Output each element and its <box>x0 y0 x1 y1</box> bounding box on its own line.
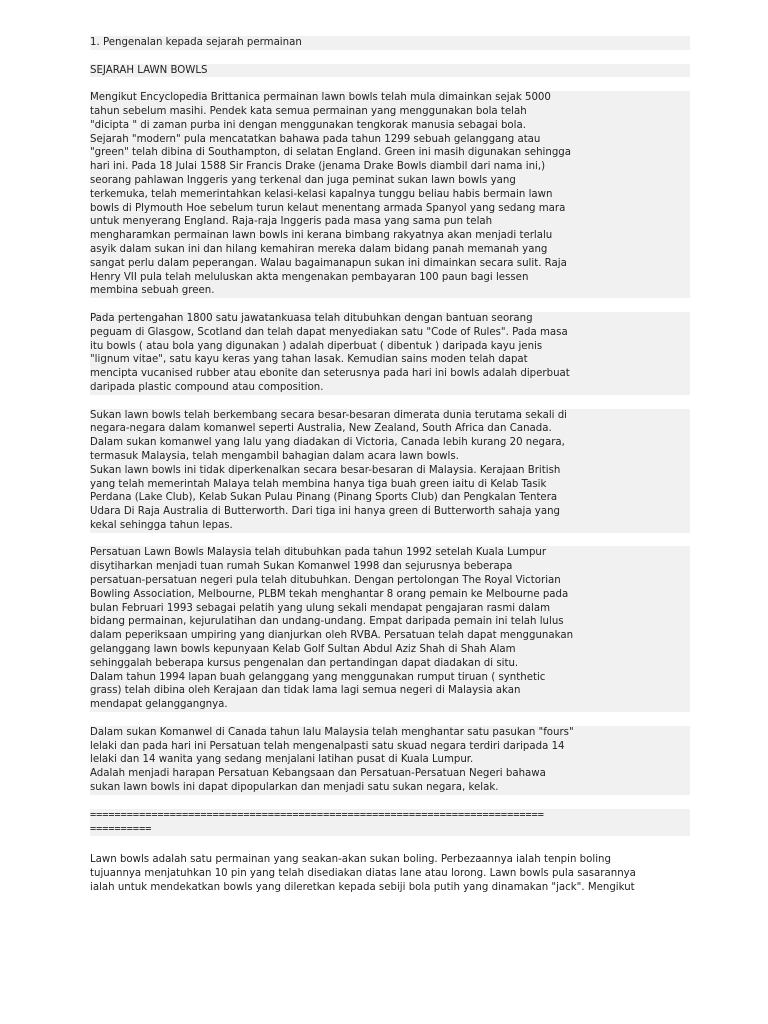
paragraph-line: termasuk Malaysia, telah mengambil bahagian dalam acara lawn bowls. <box>90 450 690 464</box>
paragraph-line: seorang pahlawan Inggeris yang terkenal dan juga peminat sukan lawn bowls yang <box>90 174 690 188</box>
paragraph-line: Sejarah "modern" pula mencatatkan bahawa pada tahun 1299 sebuah gelanggang atau <box>90 133 690 147</box>
paragraph-code-of-rules <box>90 312 690 395</box>
paragraph-line: mendapat gelanggangnya. <box>90 698 690 712</box>
paragraph-line: sukan lawn bowls ini dapat dipopularkan dan menjadi satu sukan negara, kelak. <box>90 781 690 795</box>
document-heading: 1. Pengenalan kepada sejarah permainan <box>90 36 690 50</box>
paragraph-line: dalam peperiksaan umpiring yang dianjurkan oleh RVBA. Persatuan telah dapat menggunakan <box>90 629 690 643</box>
paragraph-line: daripada plastic compound atau composition. <box>90 381 690 395</box>
paragraph-line: Perdana (Lake Club), Kelab Sukan Pulau Pinang (Pinang Sports Club) dan Pengkalan Tentera <box>90 491 690 505</box>
paragraph-line: membina sebuah green. <box>90 284 690 298</box>
paragraph-line: tujuannya menjatuhkan 10 pin yang telah disediakan diatas lane atau lorong. Lawn bowls pula sasarannya <box>90 868 636 880</box>
paragraph-line: Adalah menjadi harapan Persatuan Kebangsaan dan Persatuan-Persatuan Negeri bahawa <box>90 767 690 781</box>
paragraph-line: yang telah memerintah Malaya telah membina hanya tiga buah green iaitu di Kelab Tasik <box>90 478 690 492</box>
paragraph-commonwealth-growth <box>90 409 690 533</box>
paragraph-line: mengharamkan permainan lawn bowls ini kerana bimbang rakyatnya akan menjadi terlalu <box>90 229 690 243</box>
paragraph-line: "dicipta " di zaman purba ini dengan menggunakan tengkorak manusia sebagai bola. <box>90 119 690 133</box>
paragraph-line: Lawn bowls adalah satu permainan yang seakan-akan sukan boling. Perbezaannya ialah tenpin boling <box>90 854 611 866</box>
paragraph-line: lelaki dan 14 wanita yang sedang menjalani latihan pusat di Kuala Lumpur. <box>90 753 690 767</box>
paragraph-line: Dalam sukan Komanwel di Canada tahun lalu Malaysia telah menghantar satu pasukan "fours" <box>90 726 690 740</box>
paragraph-line: asyik dalam sukan ini dan hilang kemahiran mereka dalam bidang panah memanah yang <box>90 243 690 257</box>
paragraph-line: bulan Februari 1993 sebagai pelatih yang ulung sekali mendapat pengajaran rasmi dalam <box>90 602 690 616</box>
paragraph-line: tahun sebelum masihi. Pendek kata semua permainan yang menggunakan bola telah <box>90 105 690 119</box>
paragraph-line: Bowling Association, Melbourne, PLBM tekah menghantar 8 orang pemain ke Melbourne pada <box>90 588 690 602</box>
paragraph-line: sehinggalah beberapa kursus pengenalan dan pertandingan dapat diadakan di situ. <box>90 657 690 671</box>
paragraph-line: persatuan-persatuan negeri pula telah ditubuhkan. Dengan pertolongan The Royal Victorian <box>90 574 690 588</box>
paragraph-line: Udara Di Raja Australia di Butterworth. Dari tiga ini hanya green di Butterworth sahaja yang <box>90 505 690 519</box>
separator-row: ========== <box>90 823 690 837</box>
paragraph-line: peguam di Glasgow, Scotland dan telah dapat menyediakan satu "Code of Rules". Pada masa <box>90 326 690 340</box>
document-page <box>90 36 690 895</box>
paragraph-line: Pada pertengahan 1800 satu jawatankuasa telah ditubuhkan dengan bantuan seorang <box>90 312 690 326</box>
paragraph-malaysia-association <box>90 546 690 712</box>
paragraph-line: sangat perlu dalam peperangan. Walau bagaimanapun sukan ini dimainkan secara sulit. Raja <box>90 257 690 271</box>
paragraph-line: Persatuan Lawn Bowls Malaysia telah ditubuhkan pada tahun 1992 setelah Kuala Lumpur <box>90 546 690 560</box>
paragraph-line: bowls di Plymouth Hoe sebelum turun kelaut menentang armada Spanyol yang sedang mara <box>90 202 690 216</box>
paragraph-line: "green" telah dibina di Southampton, di selatan England. Green ini masih digunakan sehingga <box>90 146 690 160</box>
paragraph-line: Sukan lawn bowls ini tidak diperkenalkan secara besar-besaran di Malaysia. Kerajaan British <box>90 464 690 478</box>
paragraph-line: kekal sehingga tahun lepas. <box>90 519 690 533</box>
paragraph-line: bidang permainan, kejurulatihan dan undang-undang. Empat daripada pemain ini telah lulus <box>90 615 690 629</box>
paragraph-line: Dalam tahun 1994 lapan buah gelanggang yang menggunakan rumput tiruan ( synthetic <box>90 671 690 685</box>
paragraph-line: grass) telah dibina oleh Kerajaan dan tidak lama lagi semua negeri di Malaysia akan <box>90 684 690 698</box>
separator-line <box>90 809 690 837</box>
paragraph-line: itu bowls ( atau bola yang digunakan ) adalah diperbuat ( dibentuk ) daripada kayu jenis <box>90 340 690 354</box>
paragraph-line: gelanggang lawn bowls kepunyaan Kelab Golf Sultan Abdul Aziz Shah di Shah Alam <box>90 643 690 657</box>
paragraph-line: ialah untuk mendekatkan bowls yang dileretkan kepada sebiji bola putih yang dinamakan "jack". Mengikut <box>90 882 635 894</box>
paragraph-line: Sukan lawn bowls telah berkembang secara besar-besaran dimerata dunia terutama sekali di <box>90 409 690 423</box>
paragraph-line: Mengikut Encyclopedia Brittanica permainan lawn bowls telah mula dimainkan sejak 5000 <box>90 91 690 105</box>
paragraph-line: Henry VII pula telah meluluskan akta mengenakan pembayaran 100 paun bagi lessen <box>90 271 690 285</box>
paragraph-line: untuk menyerang England. Raja-raja Inggeris pada masa yang sama pun telah <box>90 215 690 229</box>
paragraph-line: disytiharkan menjadi tuan rumah Sukan Komanwel 1998 dan sejurusnya beberapa <box>90 560 690 574</box>
paragraph-line: "lignum vitae", satu kayu keras yang tahan lasak. Kemudian sains moden telah dapat <box>90 353 690 367</box>
paragraph-line: hari ini. Pada 18 Julai 1588 Sir Francis Drake (jenama Drake Bowls diambil dari nama ini,) <box>90 160 690 174</box>
separator-row: ========================================================================== <box>90 809 690 823</box>
paragraph-line: Dalam sukan komanwel yang lalu yang diadakan di Victoria, Canada lebih kurang 20 negara, <box>90 436 690 450</box>
paragraph-history-origins <box>90 91 690 298</box>
paragraph-line: mencipta vucanised rubber atau ebonite dan seterusnya pada hari ini bowls adalah diperbuat <box>90 367 690 381</box>
paragraph-line: lelaki dan pada hari ini Persatuan telah mengenalpasti satu skuad negara terdiri daripada 14 <box>90 740 690 754</box>
paragraph-line: terkemuka, telah memerintahkan kelasi-kelasi kapalnya tunggu beliau habis bermain lawn <box>90 188 690 202</box>
paragraph-commonwealth-games <box>90 726 690 795</box>
section-title: SEJARAH LAWN BOWLS <box>90 64 690 78</box>
paragraph-lawn-bowls-definition <box>90 853 690 894</box>
paragraph-line: negara-negara dalam komanwel seperti Australia, New Zealand, South Africa dan Canada. <box>90 422 690 436</box>
